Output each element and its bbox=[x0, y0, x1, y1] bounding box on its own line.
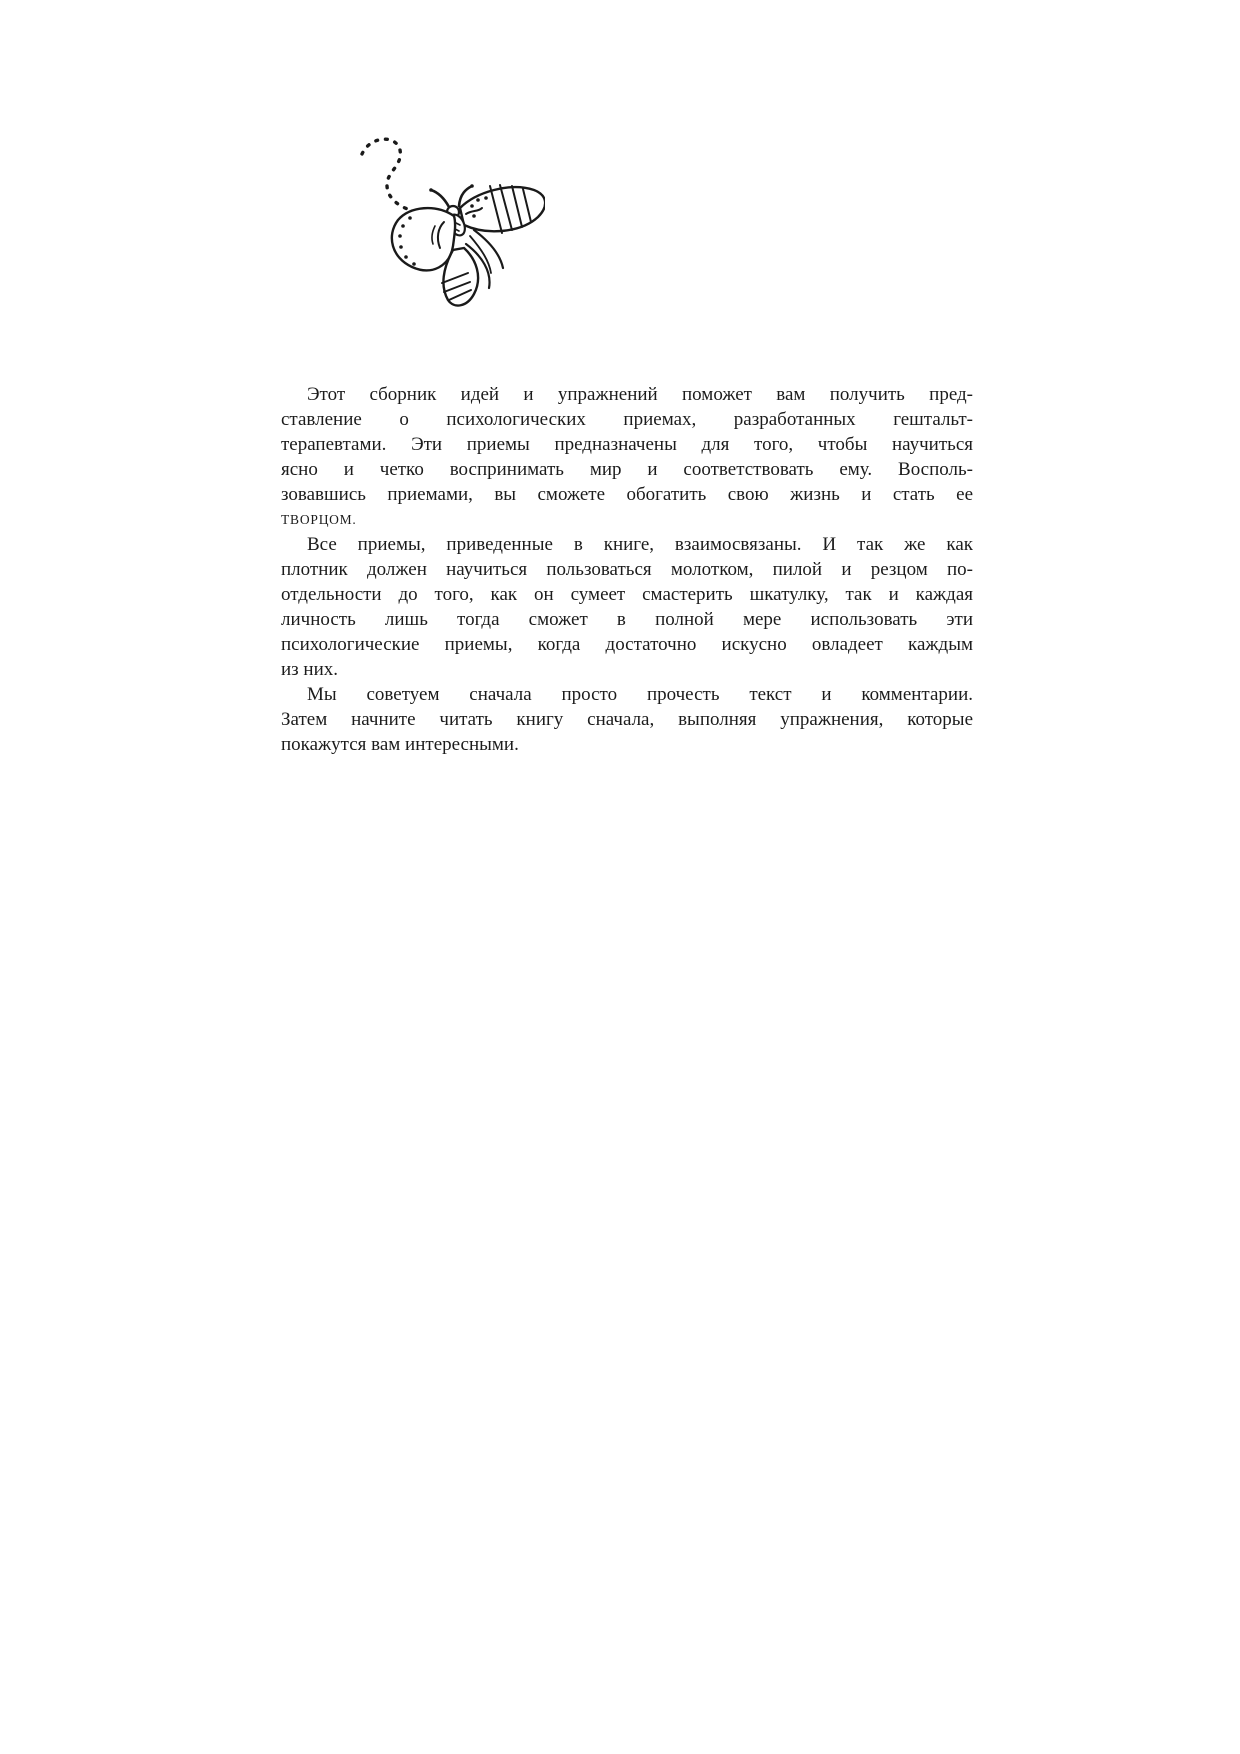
text-line: Мы советуем сначала просто прочесть текст и комментарии. bbox=[307, 684, 973, 705]
text-line: психологические приемы, когда достаточно искусно овладеет каждым bbox=[281, 634, 973, 655]
text-line: ставление о психологических приемах, разработанных гештальт- bbox=[281, 409, 973, 430]
text-line: отдельности до того, как он сумеет смастерить шкатулку, так и каждая bbox=[281, 584, 973, 605]
antenna-left bbox=[431, 190, 449, 207]
text-line: Этот сборник идей и упражнений поможет вам получить пред- bbox=[307, 384, 973, 405]
paragraph-3 bbox=[281, 682, 973, 757]
butterfly-illustration bbox=[340, 126, 545, 316]
text-line: личность лишь тогда сможет в полной мере использовать эти bbox=[281, 609, 973, 630]
text-line: Затем начните читать книгу сначала, выполняя упражнения, которые bbox=[281, 709, 973, 730]
text-line: Все приемы, приведенные в книге, взаимосвязаны. И так же как bbox=[307, 534, 973, 555]
text-line: зовавшись приемами, вы сможете обогатить свою жизнь и стать ее bbox=[281, 484, 973, 505]
body-text bbox=[281, 382, 973, 757]
text-line: плотник должен научиться пользоваться молотком, пилой и резцом по- bbox=[281, 559, 973, 580]
paragraph-2 bbox=[281, 532, 973, 682]
text-line: терапевтами. Эти приемы предназначены для того, чтобы научиться bbox=[281, 434, 973, 455]
text-line: ясно и четко воспринимать мир и соответствовать ему. Восполь- bbox=[281, 459, 973, 480]
butterfly-forewing-left bbox=[392, 208, 455, 270]
paragraph-1 bbox=[281, 382, 973, 532]
text-line: покажутся вам интересными. bbox=[281, 734, 519, 755]
text-line: из них. bbox=[281, 659, 339, 680]
flight-trail-dotted-line bbox=[362, 139, 430, 214]
text-line: ТВОРЦОМ. bbox=[281, 512, 357, 527]
